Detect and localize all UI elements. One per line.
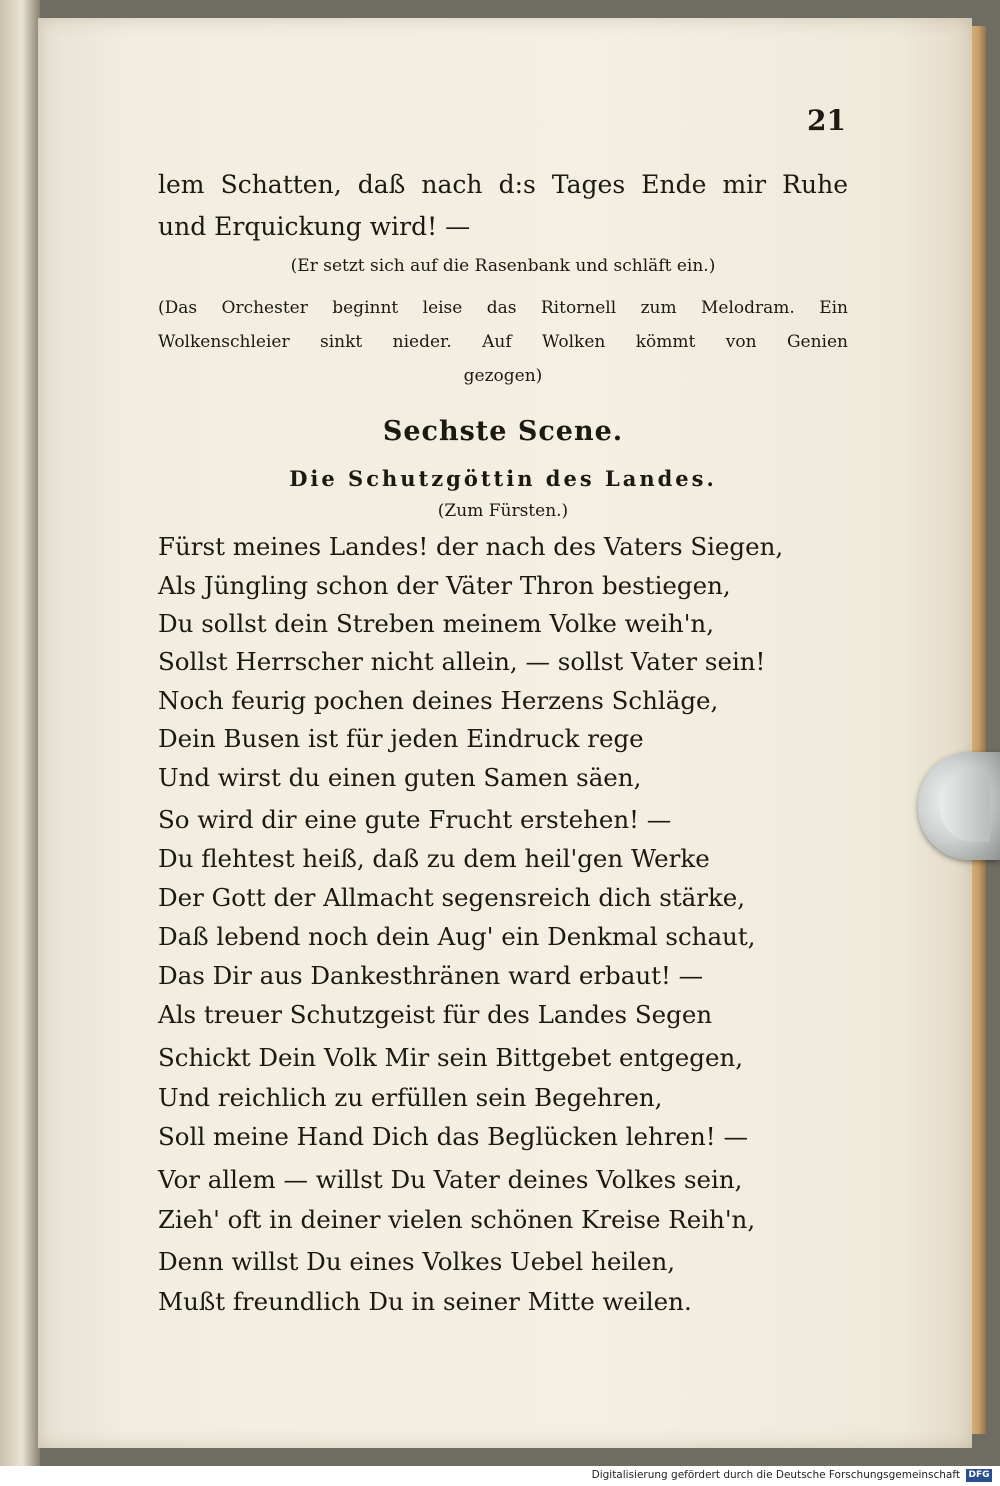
verse-line: Schickt Dein Volk Mir sein Bittgebet entgegen, [158,1043,744,1072]
verse-line: Der Gott der Allmacht segensreich dich stärke, [158,883,746,912]
speaker-direction: (Zum Fürsten.) [437,501,569,521]
verse-line: So wird dir eine gute Frucht erstehen! — [158,805,672,834]
verse-line: Du flehtest heiß, daß zu dem heil'gen Werke [158,844,710,873]
verse-line: Denn willst Du eines Volkes Uebel heilen, [158,1247,676,1276]
page-number: 21 [807,104,846,137]
footer-bar [0,1466,1000,1486]
verse-line: Soll meine Hand Dich das Beglücken lehren! — [158,1122,748,1151]
verse-line: Und reichlich zu erfüllen sein Begehren, [158,1083,663,1112]
verse-line: Dein Busen ist für jeden Eindruck rege [158,724,644,753]
funding-credit: Digitalisierung gefördert durch die Deutsche Forschungsgemeinschaft [591,1469,960,1481]
prose-line: und Erquickung wird! — [158,212,471,241]
previous-page-edge [0,0,40,1466]
verse-line: Und wirst du einen guten Samen säen, [158,763,642,792]
speaker-name: Die Schutzgöttin des Landes. [289,466,717,491]
scene-heading: Sechste Scene. [382,416,624,447]
verse-line: Noch feurig pochen deines Herzens Schläge, [158,686,719,715]
dfg-logo-icon: DFG [966,1469,992,1482]
verse-line: Als Jüngling schon der Väter Thron bestiegen, [158,571,731,600]
stage-direction-line: (Das Orchester beginnt leise das Ritornell zum Melodram. Ein [158,298,848,318]
prose-line: lem Schatten, daß nach d:s Tages Ende mir Ruhe [158,170,848,199]
stage-direction-line: gezogen) [463,366,543,386]
verse-line: Zieh' oft in deiner vielen schönen Kreise Reih'n, [158,1205,756,1234]
verse-line: Mußt freundlich Du in seiner Mitte weilen. [158,1287,692,1316]
verse-line: Als treuer Schutzgeist für des Landes Segen [158,1000,713,1029]
stage-direction: (Er setzt sich auf die Rasenbank und schläft ein.) [290,256,716,276]
verse-line: Fürst meines Landes! der nach des Vaters Siegen, [158,532,784,561]
stage-direction-line: Wolkenschleier sinkt nieder. Auf Wolken kömmt von Genien [158,332,848,352]
verse-line: Vor allem — willst Du Vater deines Volkes sein, [158,1165,743,1194]
verse-line: Du sollst dein Streben meinem Volke weih'n, [158,609,714,638]
verse-line: Daß lebend noch dein Aug' ein Denkmal schaut, [158,922,756,951]
clip-highlight [940,770,990,842]
verse-line: Das Dir aus Dankesthränen ward erbaut! — [158,961,704,990]
verse-line: Sollst Herrscher nicht allein, — sollst Vater sein! [158,647,766,676]
